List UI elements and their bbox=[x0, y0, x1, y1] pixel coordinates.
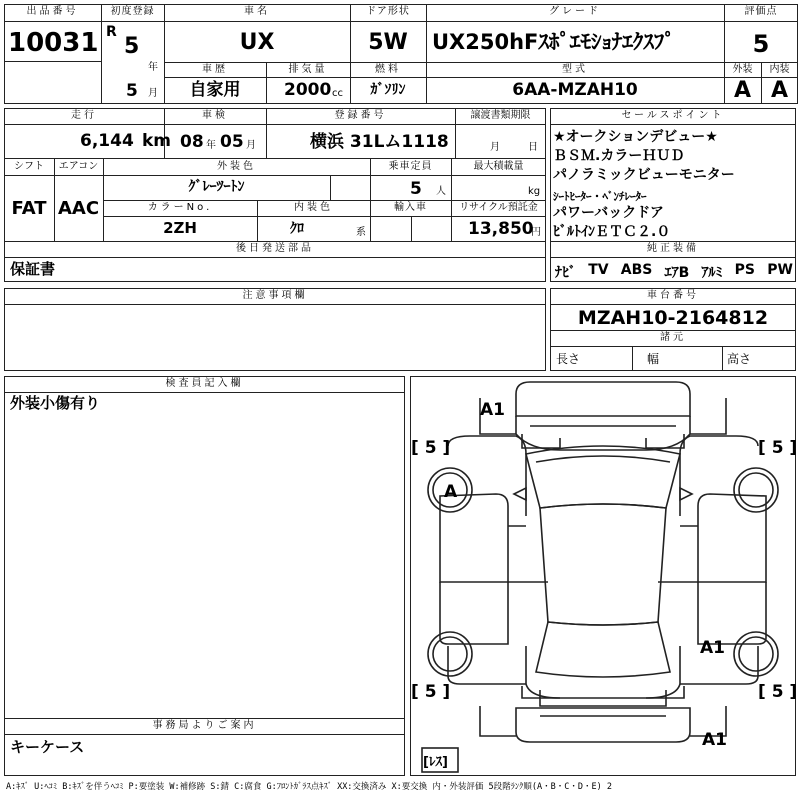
history: 自家用 bbox=[189, 80, 241, 100]
car-body-diagram bbox=[410, 376, 796, 776]
damage-mark-left-wheel: A bbox=[444, 482, 458, 502]
registration-number: 横浜 31Lム1118 bbox=[310, 132, 449, 152]
later-parts: 保証書 bbox=[10, 260, 56, 278]
tire-rear-left: [ 5 ] bbox=[411, 682, 451, 702]
fuel: ｶﾞｿﾘﾝ bbox=[370, 82, 406, 98]
notes-label: 注意事項欄 bbox=[242, 290, 308, 301]
displacement: 2000 bbox=[284, 80, 332, 100]
inspection-month-unit: 月 bbox=[246, 140, 256, 151]
score-label: 評価点 bbox=[744, 6, 778, 17]
legend-text: A:ｷｽﾞ U:ﾍｺﾐ B:ｷｽﾞを伴うﾍｺﾐ P:要塗装 W:補修跡 S:錆 C:腐食 G:ﾌﾛﾝﾄｶﾞﾗｽ点ｷｽﾞ XX:交換済み X:要交換 内・外装評価 5段階ﾗﾝｸ順(A・B・C・D・E) 2 bbox=[6, 782, 612, 792]
import-label: 輸入車 bbox=[394, 202, 427, 213]
car-name-label: 車名 bbox=[244, 6, 270, 17]
mileage-label: 走行 bbox=[71, 110, 97, 121]
tire-front-right: [ 5 ] bbox=[758, 438, 798, 458]
door-label: ドア形状 bbox=[366, 6, 410, 17]
damage-mark-rear: A1 bbox=[702, 730, 727, 750]
sales-point-5: パワーバックドア bbox=[553, 205, 664, 221]
color-no-label: カラーNo. bbox=[147, 202, 213, 213]
equipment-label: 純正装備 bbox=[647, 243, 699, 254]
equipment-list bbox=[555, 262, 793, 282]
color-no: 2ZH bbox=[163, 219, 197, 237]
ac: AAC bbox=[57, 198, 100, 219]
office-notes: キーケース bbox=[10, 738, 85, 756]
capacity-unit: 人 bbox=[436, 186, 446, 197]
lot-label: 出品番号 bbox=[26, 6, 79, 17]
inspection-year: 08 bbox=[180, 132, 204, 152]
equipment-item: PS bbox=[734, 262, 756, 278]
model-code: 6AA-MZAH10 bbox=[512, 80, 638, 100]
spec-label: 諸元 bbox=[660, 332, 686, 343]
tire-rear-right: [ 5 ] bbox=[758, 682, 798, 702]
transfer-month-unit: 月 bbox=[490, 142, 500, 153]
interior-grade: A bbox=[770, 78, 789, 103]
equipment-item: ｴｱB bbox=[664, 265, 690, 281]
recycle-unit: 円 bbox=[531, 227, 541, 238]
equipment-item: ﾅﾋﾞ bbox=[555, 265, 576, 281]
inspector-box bbox=[4, 376, 405, 776]
displacement-label: 排気量 bbox=[288, 64, 328, 75]
recycle-label: リサイクル預託金 bbox=[459, 202, 538, 213]
grade-label: グレード bbox=[549, 6, 601, 17]
spare-tire: [ﾚｽ] bbox=[423, 755, 448, 770]
lot-number: 10031 bbox=[8, 28, 99, 58]
load-unit: kg bbox=[528, 186, 541, 197]
shift: FAT bbox=[11, 198, 47, 219]
inspection-month: 05 bbox=[220, 132, 244, 152]
interior-color: ｸﾛ bbox=[290, 221, 304, 237]
door-type: 5W bbox=[368, 30, 408, 55]
inspector-notes: 外装小傷有り bbox=[10, 394, 101, 412]
exterior-grade: A bbox=[733, 78, 752, 103]
later-parts-label: 後日発送部品 bbox=[236, 243, 314, 254]
shift-label: シフト bbox=[14, 161, 44, 172]
year-unit: 年 bbox=[148, 62, 158, 73]
inspection-label: 車検 bbox=[202, 110, 228, 121]
damage-mark-right-rear: A1 bbox=[700, 638, 725, 658]
tire-front-left: [ 5 ] bbox=[411, 438, 451, 458]
month-unit: 月 bbox=[148, 88, 158, 99]
length-label: 長さ bbox=[556, 352, 581, 366]
interior-label: 内装 bbox=[769, 64, 790, 75]
grade: UX250hFｽﾎﾟｴﾓｼｮﾅｴｸｽﾌﾟ bbox=[432, 30, 675, 54]
sales-point-1: ★オークションデビュー★ bbox=[553, 129, 718, 145]
sales-points-label: セールスポイント bbox=[621, 110, 725, 121]
transfer-label: 譲渡書類期限 bbox=[470, 110, 531, 121]
capacity-label: 乗車定員 bbox=[388, 161, 433, 172]
chassis-number: MZAH10-2164812 bbox=[577, 307, 769, 329]
era: R bbox=[106, 24, 117, 40]
chassis-label: 車台番号 bbox=[647, 290, 699, 301]
load-label: 最大積載量 bbox=[473, 161, 524, 172]
interior-color-unit: 系 bbox=[356, 227, 366, 238]
mileage-unit: km bbox=[142, 131, 172, 151]
recycle-deposit: 13,850 bbox=[468, 219, 534, 239]
inspector-label: 検査員記入欄 bbox=[165, 378, 244, 389]
first-reg-year: 5 bbox=[124, 34, 140, 59]
interior-color-label: 内装色 bbox=[294, 202, 333, 213]
mileage: 6,144 bbox=[80, 131, 134, 151]
first-reg-month: 5 bbox=[126, 81, 138, 101]
fuel-label: 燃料 bbox=[375, 64, 401, 75]
color-label: 外装色 bbox=[217, 161, 256, 172]
transfer-day-unit: 日 bbox=[528, 142, 538, 153]
equipment-item: TV bbox=[588, 262, 609, 278]
sales-point-3: パノラミックビューモニター bbox=[553, 167, 735, 183]
registration-label: 登録番号 bbox=[334, 110, 387, 121]
equipment-item: ABS bbox=[620, 262, 653, 278]
exterior-label: 外装 bbox=[732, 64, 753, 75]
sales-point-6: ﾋﾞﾙﾄｲﾝＥＴＣ２.０ bbox=[553, 224, 671, 240]
exterior-color: ｸﾞﾚｰﾂｰﾄﾝ bbox=[188, 179, 245, 195]
office-label: 事務局よりご案内 bbox=[152, 720, 257, 731]
sales-point-2: ＢＳＭ.カラーＨＵＤ bbox=[553, 148, 685, 164]
first-reg-label: 初度登録 bbox=[110, 6, 155, 17]
sales-point-4: ｼｰﾄﾋｰﾀｰ・ﾍﾞﾝﾁﾚｰﾀｰ bbox=[553, 190, 647, 203]
score: 5 bbox=[752, 30, 770, 58]
height-label: 高さ bbox=[727, 352, 752, 366]
inspection-year-unit: 年 bbox=[206, 140, 216, 151]
damage-mark-front: A1 bbox=[480, 400, 505, 420]
equipment-item: ｱﾙﾐ bbox=[701, 265, 723, 281]
history-label: 車歴 bbox=[202, 64, 228, 75]
car-name: UX bbox=[239, 30, 275, 55]
cc-unit: cc bbox=[332, 88, 343, 99]
ac-label: エアコン bbox=[58, 161, 99, 172]
model-label: 型式 bbox=[562, 64, 588, 75]
width-label: 幅 bbox=[647, 352, 660, 366]
capacity: 5 bbox=[410, 179, 422, 199]
equipment-item: PW bbox=[767, 262, 793, 278]
